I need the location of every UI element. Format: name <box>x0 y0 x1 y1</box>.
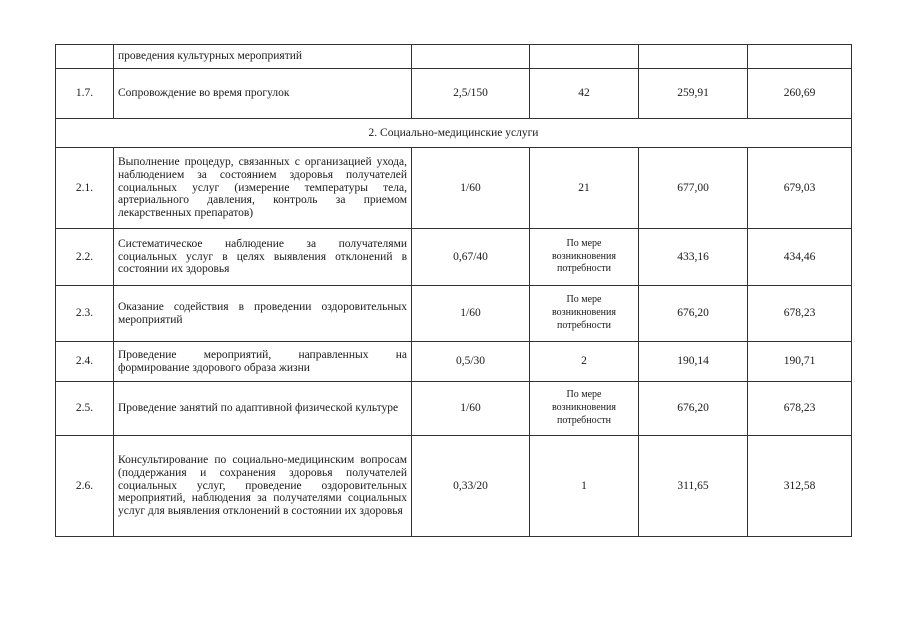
table-row <box>56 69 852 119</box>
service-description: Выполнение процедур, связанных с организацией ухода, наблюдением за состоянием здоровья получателей социальных услуг (измерение температуры тела, артериального давления, контроль за приемом лекарственных препаратов) <box>114 148 412 229</box>
service-count <box>530 45 639 69</box>
row-number: 2.4. <box>56 342 114 382</box>
service-description: проведения культурных мероприятий <box>114 45 412 69</box>
service-count: По мере возникновения потребности <box>530 229 639 286</box>
table-row <box>56 342 852 382</box>
services-table <box>55 44 852 537</box>
service-count: По мере возникновения потребностн <box>530 382 639 436</box>
price-1 <box>639 45 748 69</box>
row-number: 2.3. <box>56 286 114 342</box>
price-1: 676,20 <box>639 286 748 342</box>
price-1: 311,65 <box>639 436 748 537</box>
price-2: 260,69 <box>748 69 852 119</box>
section-header-row <box>56 119 852 148</box>
service-description: Консультирование по социально-медицинским вопросам (поддержания и сохранения здоровья получателей социальных услуг, проведение оздоровительных мероприятий, наблюдения за получателями социальных услуг для выявления отклонений в состоянии их здоровья <box>114 436 412 537</box>
service-count: По мере возникновения потребности <box>530 286 639 342</box>
time-norm <box>412 45 530 69</box>
time-norm: 0,5/30 <box>412 342 530 382</box>
table-row <box>56 229 852 286</box>
service-description: Оказание содействия в проведении оздоровительных мероприятий <box>114 286 412 342</box>
table-row <box>56 382 852 436</box>
price-2: 679,03 <box>748 148 852 229</box>
time-norm: 0,67/40 <box>412 229 530 286</box>
row-number: 2.1. <box>56 148 114 229</box>
price-1: 190,14 <box>639 342 748 382</box>
service-count: 42 <box>530 69 639 119</box>
table-row <box>56 45 852 69</box>
time-norm: 2,5/150 <box>412 69 530 119</box>
service-description: Систематическое наблюдение за получателями социальных услуг в целях выявления отклонений в состоянии их здоровья <box>114 229 412 286</box>
price-2: 678,23 <box>748 382 852 436</box>
service-description: Проведение мероприятий, направленных на формирование здорового образа жизни <box>114 342 412 382</box>
table-row <box>56 436 852 537</box>
price-2 <box>748 45 852 69</box>
time-norm: 1/60 <box>412 286 530 342</box>
service-description: Сопровождение во время прогулок <box>114 69 412 119</box>
service-count: 21 <box>530 148 639 229</box>
price-1: 677,00 <box>639 148 748 229</box>
time-norm: 0,33/20 <box>412 436 530 537</box>
price-1: 259,91 <box>639 69 748 119</box>
row-number: 2.5. <box>56 382 114 436</box>
section-title: 2. Социально-медицинские услуги <box>56 119 852 148</box>
price-1: 676,20 <box>639 382 748 436</box>
row-number: 1.7. <box>56 69 114 119</box>
price-1: 433,16 <box>639 229 748 286</box>
service-count: 2 <box>530 342 639 382</box>
price-2: 312,58 <box>748 436 852 537</box>
row-number: 2.6. <box>56 436 114 537</box>
table-row <box>56 286 852 342</box>
row-number: 2.2. <box>56 229 114 286</box>
price-2: 434,46 <box>748 229 852 286</box>
service-description: Проведение занятий по адаптивной физической культуре <box>114 382 412 436</box>
time-norm: 1/60 <box>412 148 530 229</box>
service-count: 1 <box>530 436 639 537</box>
row-number <box>56 45 114 69</box>
price-2: 190,71 <box>748 342 852 382</box>
table-row <box>56 148 852 229</box>
price-2: 678,23 <box>748 286 852 342</box>
time-norm: 1/60 <box>412 382 530 436</box>
